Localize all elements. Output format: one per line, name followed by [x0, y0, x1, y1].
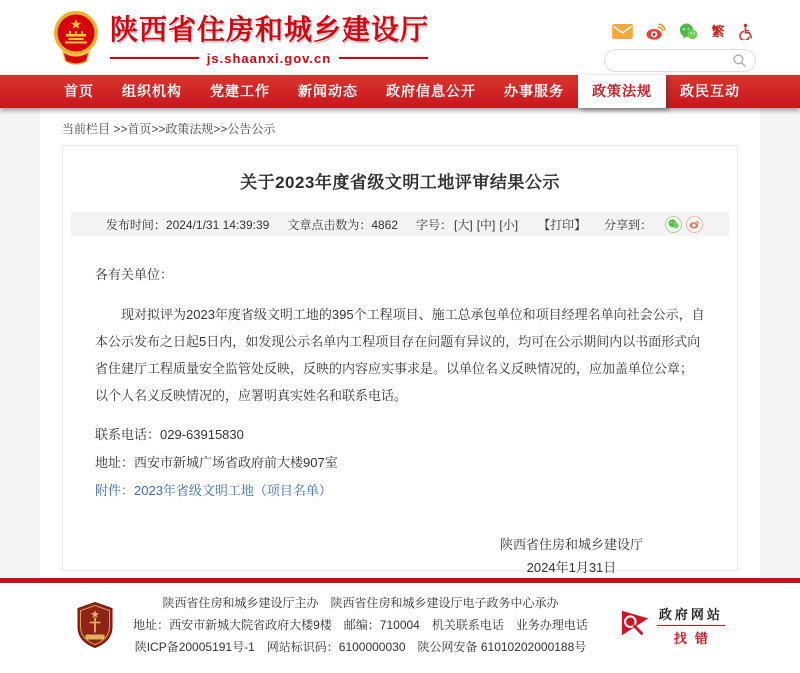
- main-nav: [0, 75, 800, 108]
- attachment-label: 附件：: [95, 483, 135, 498]
- error-badge-title: 政府网站: [658, 606, 723, 622]
- attachment-line: [95, 477, 705, 505]
- contact-address: 地址：西安市新城广场省政府前大楼907室: [95, 455, 338, 470]
- error-report-flag-icon: [620, 607, 652, 643]
- share-weibo-icon[interactable]: [686, 216, 703, 233]
- signature-date: 2024年1月31日: [526, 560, 617, 575]
- nav-item-home[interactable]: 首页: [64, 83, 94, 99]
- article-card: [62, 145, 738, 575]
- footer-line-address: 地址：西安市新城大院省政府大楼9楼 邮编：710004 机关联系电话 业务办理电话: [133, 618, 588, 632]
- breadcrumb-policies[interactable]: 政策法规: [165, 122, 214, 136]
- footer-text: [133, 592, 588, 658]
- breadcrumb-sep: >>: [213, 122, 228, 136]
- nav-item-organization[interactable]: 组织机构: [122, 83, 182, 99]
- gov-shield-badge-icon: [75, 601, 115, 649]
- domain-line-right: [339, 57, 428, 59]
- nav-item-policies[interactable]: 政策法规: [578, 75, 666, 108]
- wechat-icon[interactable]: [679, 23, 698, 40]
- search-icon[interactable]: [732, 53, 747, 68]
- signature-org: 陕西省住房和城乡建设厅: [499, 537, 643, 552]
- font-medium-button[interactable]: [中]: [476, 217, 496, 232]
- site-header: [0, 0, 800, 75]
- signature-block: [95, 533, 705, 579]
- breadcrumb-home[interactable]: 首页: [127, 122, 152, 136]
- search-box[interactable]: [604, 49, 756, 72]
- nav-item-party-building[interactable]: 党建工作: [210, 83, 270, 99]
- site-domain: [110, 51, 428, 66]
- error-badge-action: 找错: [673, 630, 716, 646]
- contact-block: [95, 421, 705, 505]
- header-right: [604, 22, 756, 72]
- site-domain-text: js.shaanxi.gov.cn: [206, 50, 332, 66]
- site-title: 陕西省住房和城乡建设厅: [110, 14, 430, 45]
- footer-line-icp: 陕ICP备20005191号-1 网站标识码：6100000030 陕公网安备 61010202000188号: [134, 640, 587, 654]
- font-small-button[interactable]: [小]: [499, 217, 519, 232]
- breadcrumb: [62, 108, 738, 145]
- contact-phone: 联系电话：029-63915830: [95, 427, 244, 442]
- main-background: [0, 108, 800, 578]
- footer-line-organizer: 陕西省住房和城乡建设厅主办 陕西省住房和城乡建设厅电子政务中心承办: [162, 596, 559, 610]
- domain-line-left: [110, 57, 199, 59]
- font-size-control: [416, 216, 520, 233]
- share-wechat-icon[interactable]: [665, 216, 682, 233]
- font-size-label: 字号：: [416, 217, 453, 232]
- mail-icon[interactable]: [612, 24, 633, 39]
- breadcrumb-sep: >>: [151, 122, 166, 136]
- font-large-button[interactable]: [大]: [454, 217, 473, 232]
- site-error-report-badge[interactable]: [620, 604, 725, 647]
- content-column: [40, 108, 760, 578]
- header-icon-row: [604, 22, 756, 40]
- site-logo[interactable]: [52, 8, 428, 66]
- site-footer: [0, 583, 800, 673]
- article-title: 关于2023年度省级文明工地评审结果公示: [240, 173, 560, 192]
- hit-count: 文章点击数为：4862: [287, 217, 399, 232]
- error-badge-rule: [657, 625, 725, 626]
- attachment-name[interactable]: 2023年省级文明工地（项目名单）: [134, 483, 332, 498]
- weibo-icon[interactable]: [646, 23, 665, 40]
- main-paragraph: 现对拟评为2023年度省级文明工地的395个工程项目、施工总承包单位和项目经理名单向社会公示，自本公示发布之日起5日内，如发现公示名单内工程项目存在问题有异议的，均可在公示期间内以书面形式向省住建厅工程质量安全监管处反映，反映的内容应实事求是。以单位名义反映情况的，应加盖单位公章；以个人名义反映情况的，应署明真实姓名和联系电话。: [95, 307, 705, 403]
- article-meta-bar: [71, 212, 729, 236]
- search-input[interactable]: [613, 53, 732, 69]
- publish-time: 发布时间：2024/1/31 14:39:39: [105, 217, 270, 232]
- accessibility-icon[interactable]: [738, 23, 752, 40]
- traditional-toggle[interactable]: 繁: [711, 23, 725, 39]
- breadcrumb-prefix: 当前栏目 >>: [62, 122, 128, 136]
- nav-item-news[interactable]: 新闻动态: [298, 83, 358, 99]
- attachment-link[interactable]: [95, 483, 332, 498]
- article-body: [63, 236, 737, 579]
- nav-item-services[interactable]: 办事服务: [504, 83, 564, 99]
- print-button[interactable]: 【打印】: [538, 217, 587, 232]
- salutation: 各有关单位：: [95, 267, 174, 282]
- nav-item-interaction[interactable]: 政民互动: [680, 83, 740, 99]
- breadcrumb-announcements[interactable]: 公告公示: [227, 122, 276, 136]
- share-label: 分享到：: [604, 217, 653, 232]
- national-emblem-icon: [52, 8, 100, 66]
- nav-item-gov-info[interactable]: 政府信息公开: [386, 83, 476, 99]
